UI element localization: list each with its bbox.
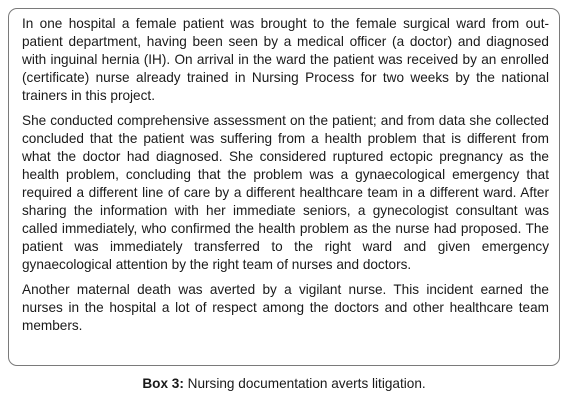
box-paragraph-1: In one hospital a female patient was brought to the female surgical ward from out-patient department, having been seen by a medical officer (a doctor) and diagnosed with inguinal hernia (IH). On arrival in the ward the patient was received by an enrolled (certificate) nurse already trained in Nursing Process for two weeks by the national trainers in this project. — [22, 16, 549, 103]
case-box — [8, 8, 560, 366]
box-paragraph-3: Another maternal death was averted by a vigilant nurse. This incident earned the nurses in the hospital a lot of respect among the doctors and other healthcare team members. — [22, 282, 549, 333]
caption-label: Box 3: — [142, 376, 184, 391]
box-paragraph-2: She conducted comprehensive assessment on the patient; and from data she collected concluded that the patient was suffering from a health problem that is different from what the doctor had diagnosed. She considered ruptured ectopic pregnancy as the health problem, concluding that the problem was a gynaecological emergency that required a different line of care by a different healthcare team in a different ward. After sharing the information with her immediate seniors, a gynecologist consultant was called immediately, who confirmed the health problem as the nurse had proposed. The patient was immediately transferred to the right ward and given emergency gynaecological attention by the right team of nurses and doctors. — [22, 113, 549, 272]
box-caption — [0, 375, 568, 393]
caption-text: Nursing documentation averts litigation. — [183, 376, 426, 391]
